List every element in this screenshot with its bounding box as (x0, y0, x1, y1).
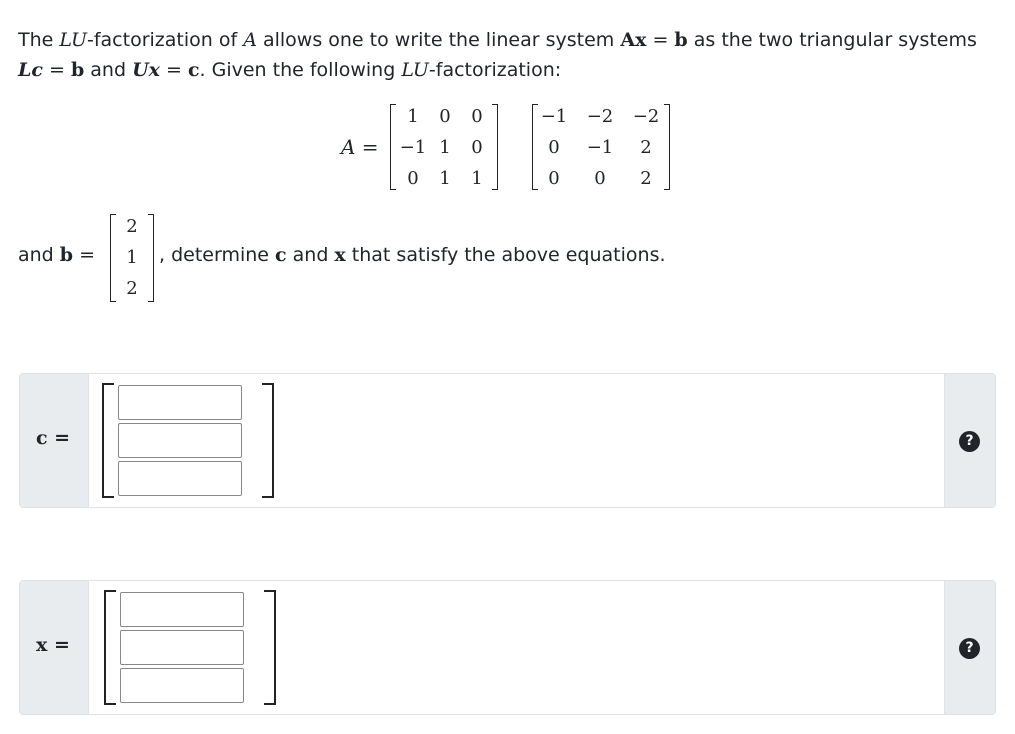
math-c: c (187, 59, 200, 81)
c-entry-1-input[interactable] (118, 385, 242, 420)
matrix-l (390, 102, 498, 194)
vector-cell: 2 (126, 216, 138, 237)
matrix-cell: 0 (439, 106, 451, 127)
x-entry-1-input[interactable] (120, 592, 244, 627)
answer-label-cell (20, 581, 89, 714)
math-eq: = (73, 244, 96, 266)
c-entry-3-input[interactable] (118, 461, 242, 496)
text: -factorization of (86, 29, 244, 51)
right-bracket (264, 590, 276, 705)
matrix-cell: 1 (471, 168, 483, 189)
right-bracket (262, 383, 274, 498)
matrix-cell: 1 (439, 168, 451, 189)
c-entry-2-input[interactable] (118, 423, 242, 458)
text: . Given the following (199, 59, 402, 81)
matrix-cell: 0 (594, 168, 606, 189)
left-bracket (104, 590, 116, 705)
text: and (84, 59, 133, 81)
x-equals-label: x = (36, 634, 70, 656)
text: that satisfy the above equations. (345, 244, 666, 266)
matrix-cell: 2 (640, 137, 652, 158)
b-equals-label (18, 244, 95, 266)
text: -factorization: (428, 59, 562, 81)
text: as the two triangular systems (687, 29, 977, 51)
answer-panel-c (19, 373, 996, 508)
matrix-cell: 0 (548, 137, 560, 158)
matrix-u (532, 102, 670, 194)
help-cell (944, 581, 995, 714)
matrix-cell: −1 (399, 137, 427, 158)
left-bracket (110, 214, 116, 302)
math-eq: = (646, 29, 675, 51)
left-bracket (102, 383, 114, 498)
help-cell (944, 374, 995, 507)
help-icon[interactable]: ? (959, 638, 980, 659)
x-entry-2-input[interactable] (120, 630, 244, 665)
matrix-cell: −1 (540, 106, 568, 127)
math-eq: = (159, 59, 188, 81)
math-lc: Lc (18, 59, 43, 81)
math-a: A (243, 29, 257, 51)
math-lu: LU (401, 59, 429, 81)
matrix-cell: 0 (471, 137, 483, 158)
determine-text (159, 244, 666, 266)
math-b: b (674, 29, 688, 51)
math-eq: = (42, 59, 71, 81)
math-b: b (70, 59, 85, 81)
x-entry-3-input[interactable] (120, 668, 244, 703)
matrix-cell: 0 (407, 168, 419, 189)
text: and (18, 244, 60, 266)
help-icon[interactable]: ? (959, 431, 980, 452)
a-equals-label: A = (341, 135, 379, 159)
text: and (286, 244, 335, 266)
answer-matrix-c (102, 383, 274, 501)
answer-label-cell (20, 374, 89, 507)
matrix-cell: 0 (548, 168, 560, 189)
matrix-cell: −2 (632, 106, 660, 127)
math-ux: Ux (132, 59, 160, 81)
vector-b (110, 214, 154, 304)
math-lu: LU (59, 29, 87, 51)
text: , determine (159, 244, 276, 266)
matrix-cell: 1 (407, 106, 419, 127)
matrix-cell: 2 (640, 168, 652, 189)
matrix-cell: 1 (439, 137, 451, 158)
c-equals-label: c = (36, 427, 71, 449)
problem-text-line-1 (18, 25, 977, 55)
vector-cell: 1 (126, 247, 138, 268)
answer-panel-x (19, 580, 996, 715)
matrix-cell: −1 (586, 137, 614, 158)
math-c: c (275, 244, 287, 266)
text: The (18, 29, 60, 51)
math-b: b (59, 244, 74, 266)
problem-text-line-2 (18, 55, 561, 85)
vector-cell: 2 (126, 278, 138, 299)
text: allows one to write the linear system (256, 29, 621, 51)
right-bracket (148, 214, 154, 302)
math-ax: Ax (620, 29, 647, 51)
answer-matrix-x (104, 590, 276, 708)
matrix-cell: 0 (471, 106, 483, 127)
math-x: x (334, 244, 346, 266)
matrix-cell: −2 (586, 106, 614, 127)
